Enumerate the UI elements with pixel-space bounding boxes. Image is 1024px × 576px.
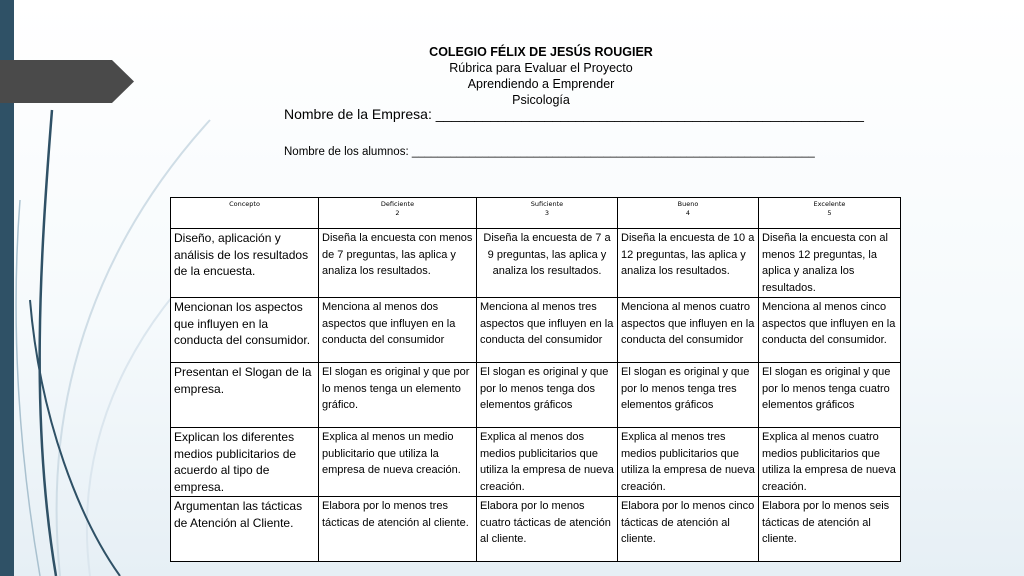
document-header [0, 44, 1024, 108]
criteria-cell: Elabora por lo menos tres tácticas de atención al cliente. [319, 497, 477, 562]
table-row [171, 229, 901, 298]
project-name: Aprendiendo a Emprender [467, 77, 615, 91]
students-name-field: Nombre de los alumnos: _______________________________________________________________ [284, 146, 815, 158]
company-name-field: Nombre de la Empresa: _______________________________________________________ [284, 106, 864, 122]
school-name: COLEGIO FÉLIX DE JESÚS ROUGIER [429, 45, 653, 59]
criteria-cell: Explica al menos tres medios publicitarios que utiliza la empresa de nueva creación. [618, 428, 759, 497]
column-label: Deficiente [380, 200, 415, 208]
column-score: 5 [827, 209, 832, 217]
column-header-suficiente [477, 198, 618, 229]
concept-cell: Explican los diferentes medios publicitarios de acuerdo al tipo de empresa. [171, 428, 319, 497]
table-row [171, 363, 901, 428]
criteria-cell: Elabora por lo menos cinco tácticas de atención al cliente. [618, 497, 759, 562]
criteria-cell: Menciona al menos dos aspectos que influyen en la conducta del consumidor [319, 298, 477, 363]
column-score: 4 [685, 209, 691, 217]
column-header-excelente [759, 198, 901, 229]
column-header-bueno [618, 198, 759, 229]
criteria-cell: Elabora por lo menos cuatro tácticas de atención al cliente. [477, 497, 618, 562]
criteria-cell: Diseña la encuesta con menos de 7 preguntas, las aplica y analiza los resultados. [319, 229, 477, 298]
criteria-cell: El slogan es original y que por lo menos tenga un elemento gráfico. [319, 363, 477, 428]
criteria-cell: Explica al menos dos medios publicitarios que utiliza la empresa de nueva creación. [477, 428, 618, 497]
column-label: Concepto [229, 200, 260, 208]
column-score: 3 [544, 209, 550, 217]
criteria-cell: El slogan es original y que por lo menos tenga tres elementos gráficos [618, 363, 759, 428]
criteria-cell: Menciona al menos cinco aspectos que influyen en la conducta del consumidor. [759, 298, 901, 363]
table-row [171, 428, 901, 497]
rubric-table [170, 197, 901, 562]
column-label: Excelente [813, 200, 846, 208]
criteria-cell: Menciona al menos tres aspectos que influyen en la conducta del consumidor [477, 298, 618, 363]
concept-cell: Presentan el Slogan de la empresa. [171, 363, 319, 428]
criteria-cell: El slogan es original y que por lo menos tenga cuatro elementos gráficos [759, 363, 901, 428]
criteria-cell: Diseña la encuesta con al menos 12 preguntas, la aplica y analiza los resultados. [759, 229, 901, 298]
table-row [171, 497, 901, 562]
criteria-cell: Diseña la encuesta de 10 a 12 preguntas, las aplica y analiza los resultados. [618, 229, 759, 298]
column-header-deficiente [319, 198, 477, 229]
criteria-cell: Elabora por lo menos seis tácticas de atención al cliente. [759, 497, 901, 562]
column-label: Suficiente [530, 200, 564, 208]
subject-name: Psicología [512, 93, 570, 107]
concept-cell: Argumentan las tácticas de Atención al Cliente. [171, 497, 319, 562]
rubric-title: Rúbrica para Evaluar el Proyecto [449, 61, 633, 75]
criteria-cell: Explica al menos cuatro medios publicitarios que utiliza la empresa de nueva creación. [759, 428, 901, 497]
column-label: Bueno [677, 200, 699, 208]
criteria-cell: Menciona al menos cuatro aspectos que influyen en la conducta del consumidor [618, 298, 759, 363]
criteria-cell: El slogan es original y que por lo menos tenga dos elementos gráficos [477, 363, 618, 428]
concept-cell: Mencionan los aspectos que influyen en la conducta del consumidor. [171, 298, 319, 363]
column-score: 2 [395, 209, 400, 217]
criteria-cell: Explica al menos un medio publicitario que utiliza la empresa de nueva creación. [319, 428, 477, 497]
table-row [171, 298, 901, 363]
criteria-cell: Diseña la encuesta de 7 a 9 preguntas, las aplica y analiza los resultados. [477, 229, 618, 298]
concept-cell: Diseño, aplicación y análisis de los resultados de la encuesta. [171, 229, 319, 298]
rubric-header-row [171, 198, 901, 229]
column-header-concept [171, 198, 319, 229]
